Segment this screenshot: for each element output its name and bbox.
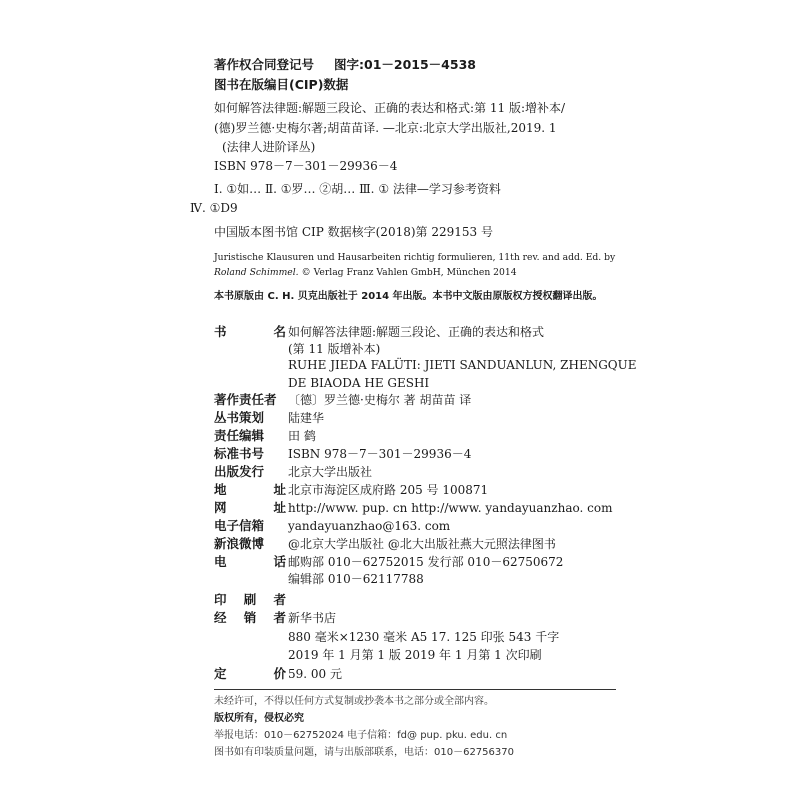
registration-label: 著作权合同登记号 [214,57,315,72]
cip-line-1: 如何解答法律题:解题三段论、正确的表达和格式:第 11 版:增补本/ [214,101,566,115]
license-statement: 本书原版由 C. H. 贝克出版社于 2014 年出版。本书中文版由原版权方授权翻译出版。 [214,291,603,302]
info-phone-row [214,552,563,570]
info-author-row [214,390,471,408]
cip-isbn: ISBN 978－7－301－29936－4 [214,159,398,173]
info-dealer-row [214,608,336,626]
dealer-label: 经 销 者 [214,610,286,625]
info-series-row [214,408,324,426]
info-website-row [214,498,612,516]
author-label: 著作责任者 [214,392,277,407]
isbn-label: 标准书号 [214,446,265,461]
weibo-label: 新浪微博 [214,536,265,551]
editor-value: 田 鹤 [288,429,316,443]
original-publisher: © Verlag Franz Vahlen GmbH, München 2014 [298,267,517,278]
info-weibo-row [214,534,556,552]
info-printer-row [214,590,288,608]
website-label: 网 址 [214,500,286,515]
series-value: 陆建华 [288,411,325,425]
author-value: 〔德〕罗兰德·史梅尔 著 胡苗苗 译 [288,393,472,407]
cip-line-2: (德)罗兰德·史梅尔著;胡苗苗译. —北京:北京大学出版社,2019. 1 [214,121,557,135]
publisher-value: 北京大学出版社 [288,465,373,479]
quality-contact: 图书如有印装质量问题，请与出版部联系，电话：010－62756370 [214,747,514,758]
cip-title: 图书在版编目(CIP)数据 [214,77,349,92]
info-address-row [214,480,488,498]
series-label: 丛书策划 [214,410,265,425]
spec-format: 880 毫米×1230 毫米 A5 17. 125 印张 543 千字 [288,630,560,644]
info-isbn-row [214,444,471,462]
info-price-row [214,664,342,682]
original-copyright [214,268,517,277]
title-pinyin-1: RUHE JIEDA FALÜTI: JIETI SANDUANLUN, ZHENGQUE [288,358,637,372]
title-edition: (第 11 版增补本) [288,342,381,356]
address-value: 北京市海淀区成府路 205 号 100871 [288,483,489,497]
isbn-value: ISBN 978－7－301－29936－4 [288,447,472,461]
dealer-value: 新华书店 [288,611,337,625]
email-label: 电子信箱 [214,518,265,533]
weibo-value: @北京大学出版社 @北大出版社燕大元照法律图书 [288,537,556,551]
spec-edition: 2019 年 1 月第 1 版 2019 年 1 月第 1 次印刷 [288,648,542,662]
original-title: Juristische Klausuren und Hausarbeiten richtig formulieren, 11th rev. and add. Ed. by [214,252,616,263]
info-publisher-row [214,462,372,480]
editor-label: 责任编辑 [214,428,265,443]
title-pinyin-2: DE BIAODA HE GESHI [288,376,430,390]
original-author: Roland Schimmel. [214,267,299,278]
rights-reserved: 版权所有，侵权必究 [214,713,304,724]
publisher-label: 出版发行 [214,464,265,479]
price-value: 59. 00 元 [288,667,342,681]
info-editor-row [214,426,316,444]
info-email-row [214,516,450,534]
website-value: http://www. pup. cn http://www. yandayuanzhao. com [288,501,613,515]
address-label: 地 址 [214,482,286,497]
cip-classification-1: Ⅰ. ①如… Ⅱ. ①罗… ②胡… Ⅲ. ① 法律—学习参考资料 [214,182,501,196]
phone-label: 电 话 [214,554,286,569]
title-value: 如何解答法律题:解题三段论、正确的表达和格式 [288,325,545,339]
email-value: yandayuanzhao@163. com [288,519,451,533]
info-title-row [214,322,544,340]
title-label: 书 名 [214,324,286,339]
price-label: 定 价 [214,666,286,681]
reproduction-notice: 未经许可，不得以任何方式复制或抄袭本书之部分或全部内容。 [214,696,494,707]
registration-number: 图字:01－2015－4538 [334,57,476,72]
cip-line-3: (法律人进阶译丛) [222,140,316,154]
cip-classification-2: Ⅳ. ①D9 [190,201,238,215]
divider [214,689,616,690]
phone-editorial: 编辑部 010－62117788 [288,572,424,586]
report-contact: 举报电话：010－62752024 电子信箱：fd@ pup. pku. edu. cn [214,730,508,741]
phone-value: 邮购部 010－62752015 发行部 010－62750672 [288,555,564,569]
printer-label: 印 刷 者 [214,592,286,607]
library-verify-number: 中国版本图书馆 CIP 数据核字(2018)第 229153 号 [214,225,493,239]
